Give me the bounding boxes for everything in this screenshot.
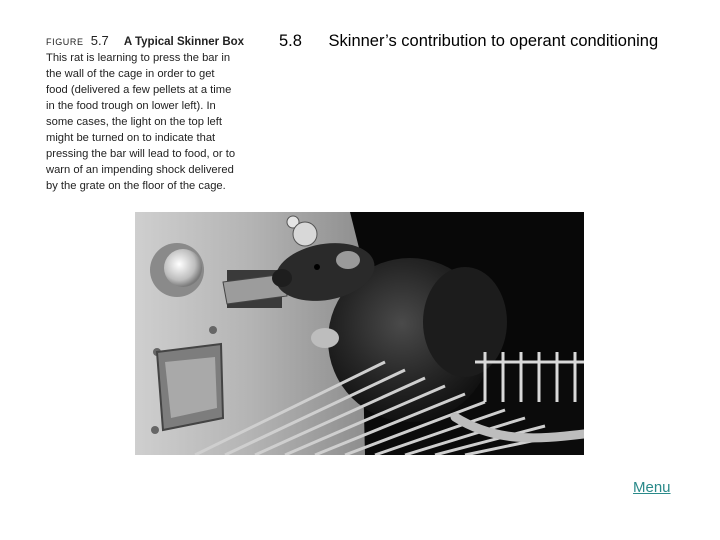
caption-line: by the grate on the floor of the cage. — [46, 180, 226, 192]
caption-line: some cases, the light on the top left — [46, 116, 222, 128]
figure-header — [46, 33, 261, 50]
figure-caption — [46, 33, 261, 194]
skinner-box-photo — [135, 212, 584, 455]
caption-line: pressing the bar will lead to food, or to — [46, 148, 236, 160]
slide-number: 5.8 — [279, 32, 302, 50]
caption-line: warn of an impending shock delivered — [46, 164, 234, 176]
menu-link[interactable]: Menu — [633, 479, 671, 496]
caption-line: in the food trough on lower left). In — [46, 100, 216, 112]
caption-line: food (delivered a few pellets at a time — [46, 84, 232, 96]
caption-line: This rat is learning to press the bar in — [46, 52, 231, 64]
caption-line: might be turned on to indicate that — [46, 132, 216, 144]
slide-title-text: Skinner’s contribution to operant conditioning — [328, 32, 659, 50]
figure-number: 5.7 — [90, 33, 109, 48]
slide-title — [279, 32, 658, 51]
figure-title: A Typical Skinner Box — [123, 36, 245, 48]
figure-label: FIGURE — [46, 37, 84, 47]
caption-line: the wall of the cage in order to get — [46, 68, 215, 80]
